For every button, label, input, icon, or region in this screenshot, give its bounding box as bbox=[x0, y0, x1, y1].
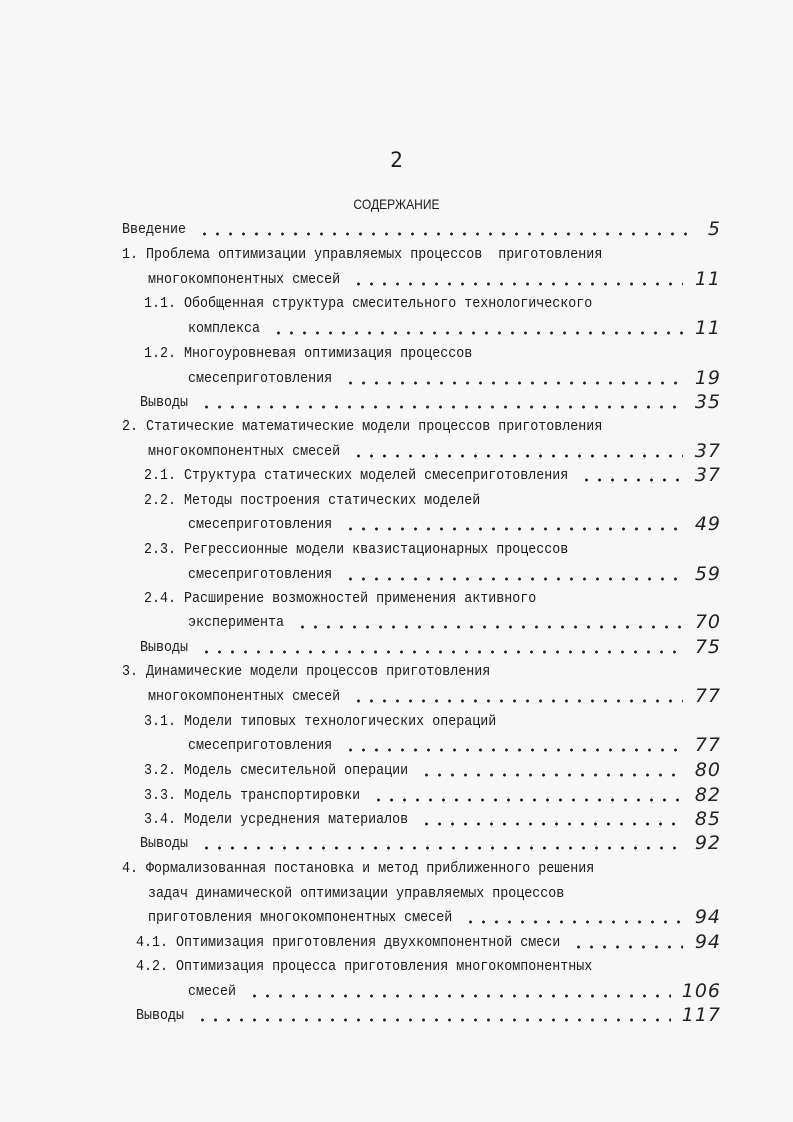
dot-leader bbox=[200, 405, 683, 409]
dot-leader bbox=[344, 748, 683, 752]
dot-leader bbox=[372, 798, 683, 802]
dot-leader bbox=[272, 331, 683, 335]
toc-page-number: 85 bbox=[694, 808, 721, 830]
toc-entry-text: смесеприготовления bbox=[188, 517, 333, 533]
page-number: 2 bbox=[390, 148, 403, 172]
toc-entry-text: приготовления многокомпонентных смесей bbox=[148, 910, 453, 926]
toc-entry-text: Выводы bbox=[140, 640, 189, 656]
toc-entry-text: 3.1. Модели типовых технологических операций bbox=[144, 714, 497, 730]
dot-leader bbox=[344, 577, 683, 581]
toc-page-number: 80 bbox=[694, 759, 721, 781]
toc-entry-text: задач динамической оптимизации управляемых процессов bbox=[148, 886, 565, 902]
toc-entry bbox=[0, 270, 793, 294]
dot-leader bbox=[580, 478, 683, 482]
toc-entry-text: 3. Динамические модели процессов приготовления bbox=[122, 664, 491, 680]
dot-leader bbox=[420, 822, 683, 826]
toc-entry-text: Введение bbox=[122, 222, 187, 238]
dot-leader bbox=[352, 282, 683, 286]
toc-entry-line bbox=[0, 344, 793, 368]
toc-entry-line bbox=[0, 417, 793, 441]
toc-entry-line bbox=[0, 491, 793, 515]
toc-entry bbox=[0, 515, 793, 539]
toc-entry-line bbox=[0, 884, 793, 908]
dot-leader bbox=[572, 945, 683, 949]
toc-page-number: 19 bbox=[694, 367, 721, 389]
toc-entry bbox=[0, 761, 793, 785]
toc-entry-text: смесеприготовления bbox=[188, 567, 333, 583]
toc-entry-text: Выводы bbox=[140, 395, 189, 411]
toc-page-number: 49 bbox=[694, 513, 721, 535]
toc-page-number: 37 bbox=[694, 440, 721, 462]
toc-entry bbox=[0, 319, 793, 343]
toc-entry bbox=[0, 565, 793, 589]
toc-entry bbox=[0, 1006, 793, 1030]
dot-leader bbox=[198, 232, 695, 236]
dot-leader bbox=[344, 527, 683, 531]
toc-page-number: 77 bbox=[694, 685, 721, 707]
toc-page-number: 37 bbox=[694, 464, 721, 486]
toc-entry bbox=[0, 393, 793, 417]
toc-page-number: 94 bbox=[694, 931, 721, 953]
toc-entry-text: 2.4. Расширение возможностей применения активного bbox=[144, 591, 537, 607]
toc-entry bbox=[0, 908, 793, 932]
toc-entry-text: 4.1. Оптимизация приготовления двухкомпонентной смеси bbox=[136, 935, 561, 951]
toc-entry-text: эксперимента bbox=[188, 615, 285, 631]
dot-leader bbox=[200, 846, 683, 850]
toc-entry-text: 2. Статические математические модели процессов приготовления bbox=[122, 419, 603, 435]
dot-leader bbox=[352, 699, 683, 703]
toc-entry-text: 1. Проблема оптимизации управляемых процессов приготовления bbox=[122, 247, 603, 263]
toc-page-number: 11 bbox=[694, 317, 721, 339]
toc-page-number: 94 bbox=[694, 906, 721, 928]
toc-entry bbox=[0, 810, 793, 834]
toc-entry-text: смесеприготовления bbox=[188, 371, 333, 387]
dot-leader bbox=[248, 994, 671, 998]
dot-leader bbox=[344, 381, 683, 385]
toc-entry-line bbox=[0, 589, 793, 613]
toc-page-number: 92 bbox=[694, 832, 721, 854]
toc-entry-text: Выводы bbox=[136, 1008, 185, 1024]
toc-page-number: 35 bbox=[694, 391, 721, 413]
toc-page-number: 117 bbox=[681, 1004, 721, 1026]
toc-entry-text: многокомпонентных смесей bbox=[148, 689, 341, 705]
toc-page-number: 75 bbox=[694, 636, 721, 658]
toc-entry-text: 4. Формализованная постановка и метод приближенного решения bbox=[122, 861, 595, 877]
toc-entry bbox=[0, 786, 793, 810]
toc-entry bbox=[0, 442, 793, 466]
toc-page-number: 70 bbox=[694, 611, 721, 633]
toc-entry-text: многокомпонентных смесей bbox=[148, 444, 341, 460]
toc-entry-line bbox=[0, 245, 793, 269]
toc-entry-text: смесеприготовления bbox=[188, 738, 333, 754]
toc-page-number: 11 bbox=[694, 268, 721, 290]
toc-entry bbox=[0, 933, 793, 957]
toc-entry-line bbox=[0, 294, 793, 318]
toc-entry bbox=[0, 466, 793, 490]
dot-leader bbox=[296, 625, 683, 629]
toc-entry-text: 1.2. Многоуровневая оптимизация процессов bbox=[144, 346, 473, 362]
toc-entry-text: 2.3. Регрессионные модели квазистационарных процессов bbox=[144, 542, 569, 558]
dot-leader bbox=[200, 650, 683, 654]
toc-entry-line bbox=[0, 540, 793, 564]
toc-entry bbox=[0, 736, 793, 760]
toc-entry-line bbox=[0, 957, 793, 981]
toc-entry bbox=[0, 613, 793, 637]
toc-entry-line bbox=[0, 712, 793, 736]
toc-page-number: 77 bbox=[694, 734, 721, 756]
toc-entry bbox=[0, 834, 793, 858]
toc-entry bbox=[0, 220, 793, 244]
toc-entry bbox=[0, 369, 793, 393]
toc-entry-text: 4.2. Оптимизация процесса приготовления многокомпонентных bbox=[136, 959, 593, 975]
toc-entry-text: 3.4. Модели усреднения материалов bbox=[144, 812, 409, 828]
toc-entry-text: смесей bbox=[188, 984, 237, 1000]
toc-title: СОДЕРЖАНИЕ bbox=[353, 196, 440, 212]
toc-entry-text: 3.2. Модель смесительной операции bbox=[144, 763, 409, 779]
toc-entry bbox=[0, 687, 793, 711]
toc-page-number: 106 bbox=[681, 980, 721, 1002]
toc-page-number: 82 bbox=[694, 784, 721, 806]
toc-entry-text: Выводы bbox=[140, 836, 189, 852]
dot-leader bbox=[420, 773, 683, 777]
toc-entry-text: 3.3. Модель транспортировки bbox=[144, 788, 361, 804]
dot-leader bbox=[196, 1018, 671, 1022]
toc-entry-text: 1.1. Обобщенная структура смесительного технологического bbox=[144, 296, 593, 312]
toc-entry-text: 2.2. Методы построения статических моделей bbox=[144, 493, 481, 509]
dot-leader bbox=[352, 454, 683, 458]
toc-entry-text: комплекса bbox=[188, 321, 261, 337]
toc-page-number: 59 bbox=[694, 563, 721, 585]
toc-entry-text: многокомпонентных смесей bbox=[148, 272, 341, 288]
toc-entry-line bbox=[0, 859, 793, 883]
dot-leader bbox=[464, 920, 683, 924]
toc-entry bbox=[0, 638, 793, 662]
toc-entry bbox=[0, 982, 793, 1006]
toc-entry-line bbox=[0, 662, 793, 686]
toc-page-number: 5 bbox=[707, 218, 721, 240]
toc-entry-text: 2.1. Структура статических моделей смесеприготовления bbox=[144, 468, 569, 484]
